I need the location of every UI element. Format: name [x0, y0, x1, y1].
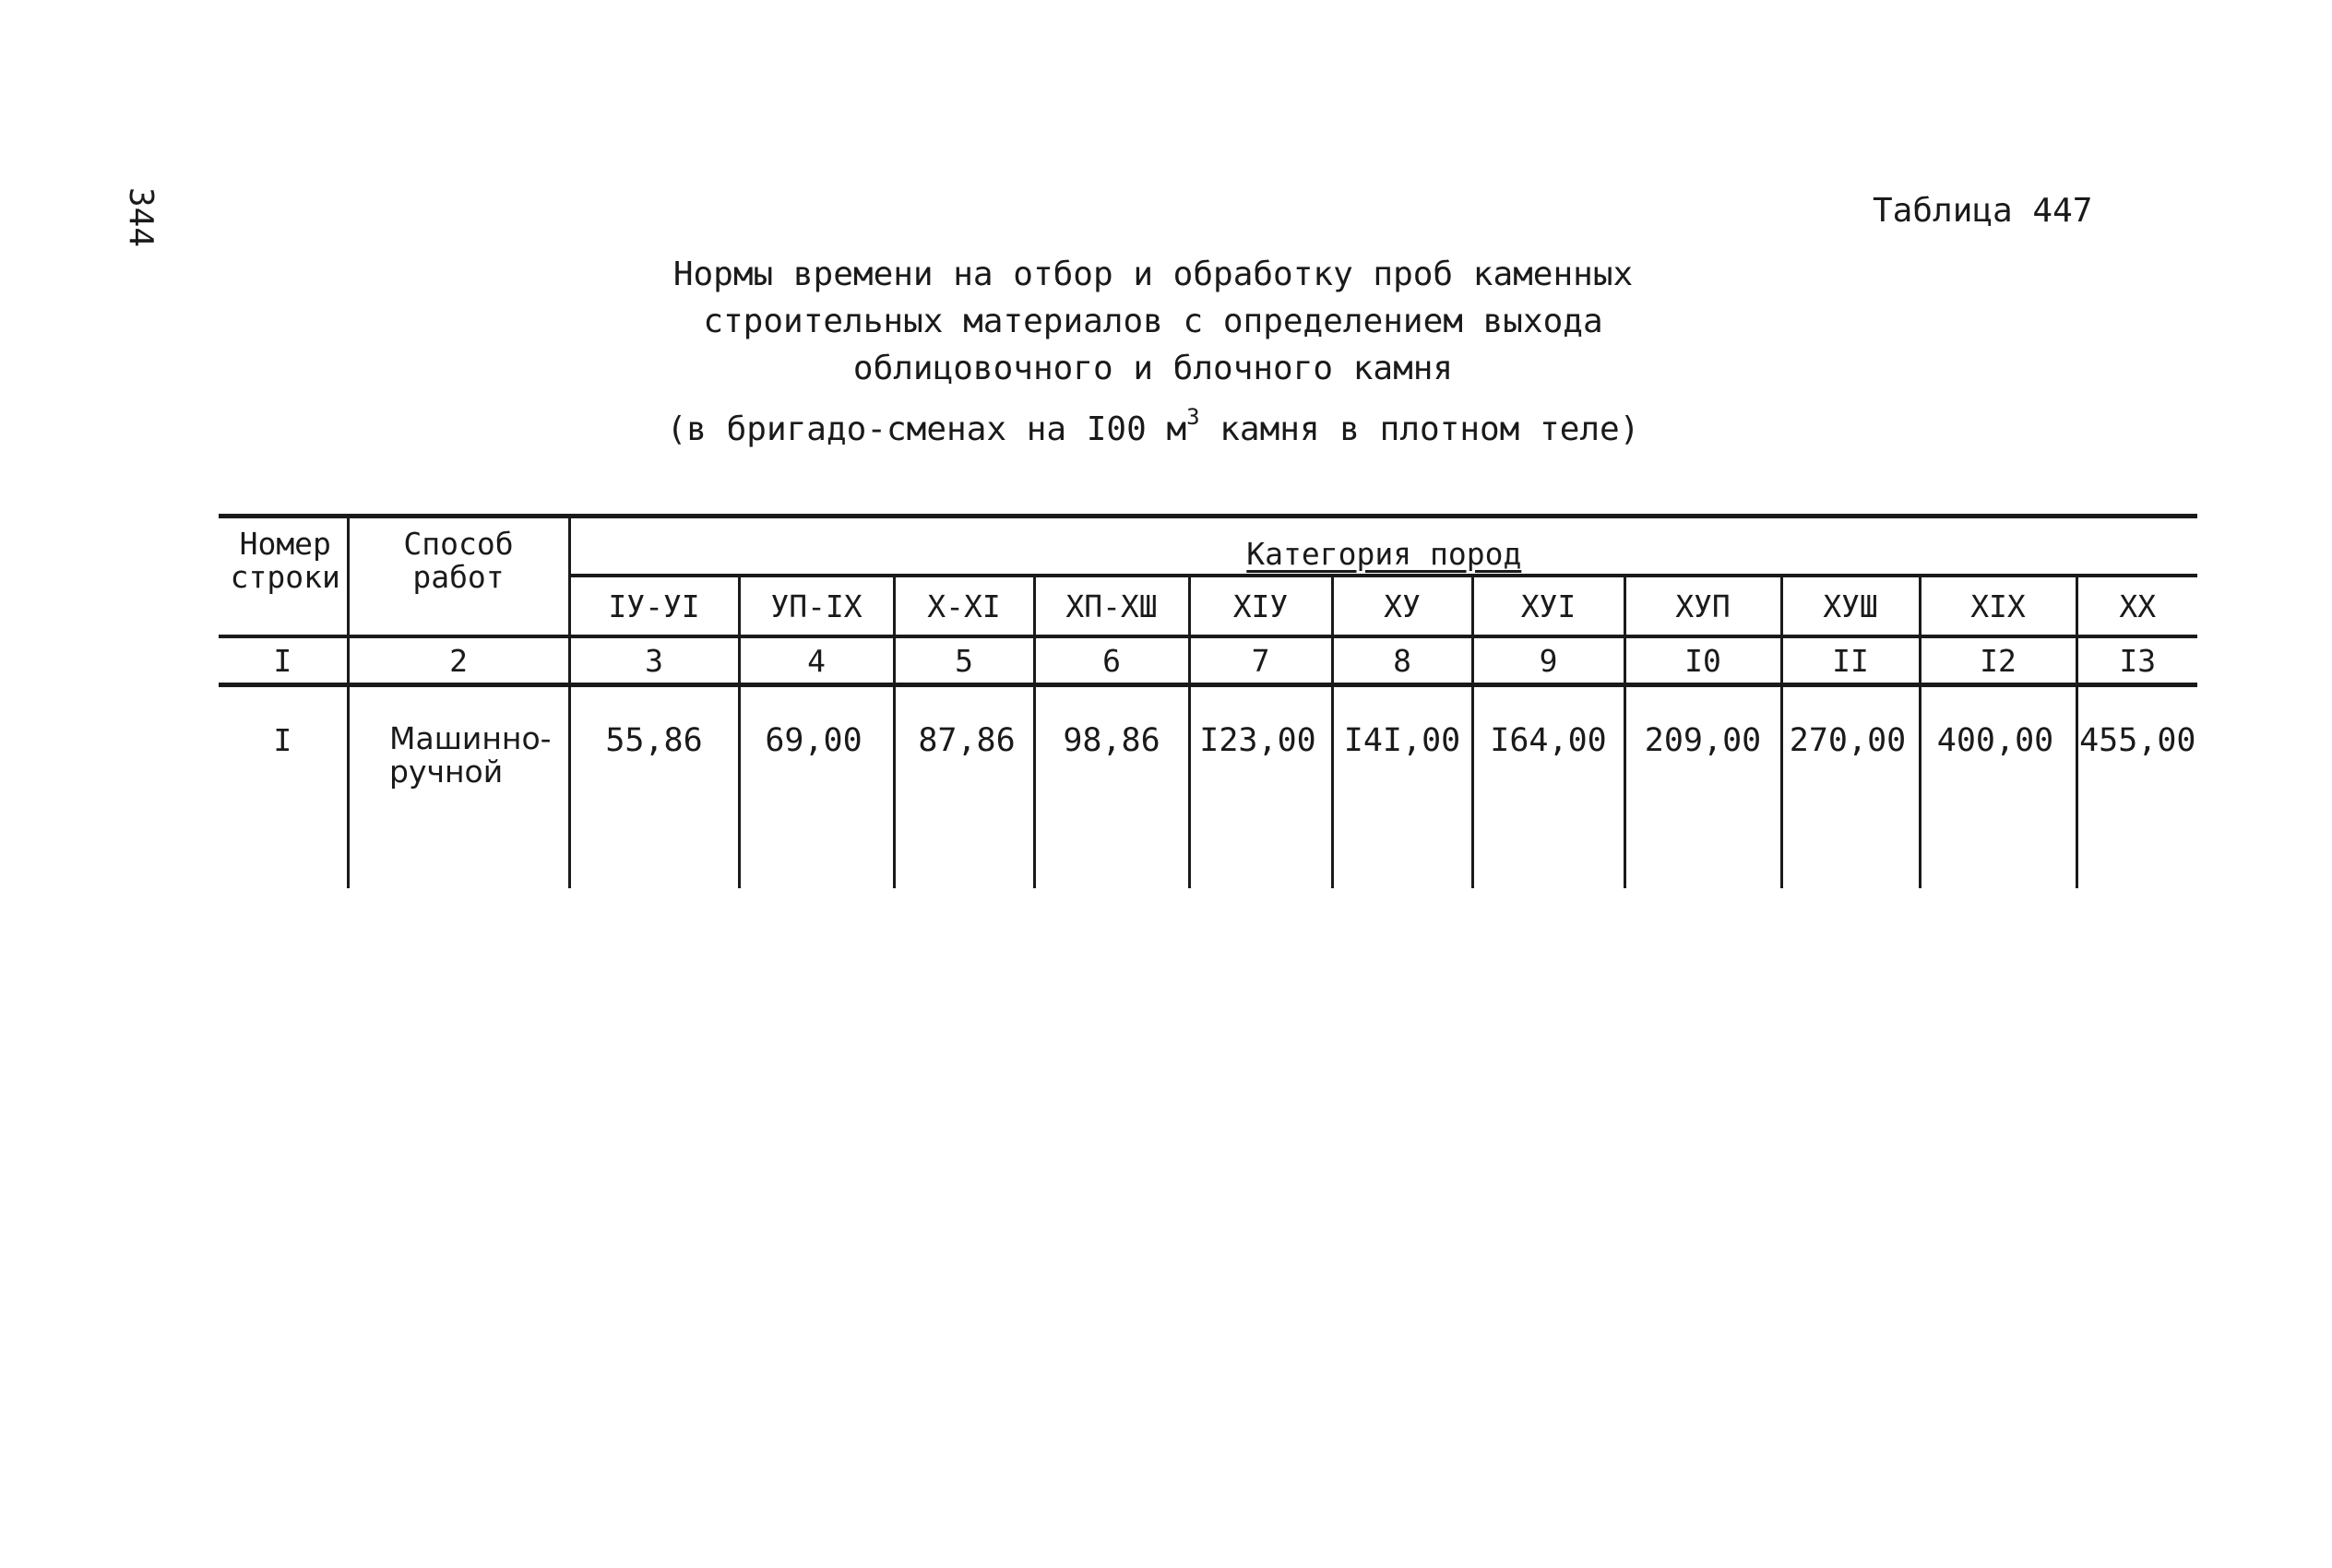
value-cell: 55,86 — [569, 685, 739, 889]
norms-table — [219, 514, 2197, 888]
value-cell: I23,00 — [1189, 685, 1332, 889]
column-number: I3 — [2076, 636, 2197, 685]
column-number: 4 — [739, 636, 894, 685]
value-cell: I4I,00 — [1332, 685, 1472, 889]
header-row — [219, 517, 2197, 576]
category-col: XX — [2076, 576, 2197, 636]
row-number-cell: I — [273, 722, 292, 758]
table-row — [219, 685, 2197, 889]
column-number: 6 — [1034, 636, 1189, 685]
header-method-text: Способ работ — [403, 526, 514, 595]
method-cell — [348, 685, 569, 889]
rock-category-title: Категория пород — [1246, 536, 1522, 572]
units-superscript: 3 — [1186, 404, 1200, 430]
value-cell: 98,86 — [1034, 685, 1189, 889]
column-number: 7 — [1189, 636, 1332, 685]
value-cell: 69,00 — [739, 685, 894, 889]
table-title — [553, 251, 1753, 392]
title-line: строительных материалов с определением выхода — [703, 303, 1603, 340]
value-cell: 87,86 — [894, 685, 1034, 889]
column-number: II — [1781, 636, 1920, 685]
header-method — [348, 517, 569, 637]
column-number: 3 — [569, 636, 739, 685]
value-cell: 209,00 — [1624, 685, 1781, 889]
value-cell: 455,00 — [2076, 685, 2197, 889]
category-col: УП-IX — [739, 576, 894, 636]
category-col: XУШ — [1781, 576, 1920, 636]
category-col: XУП — [1624, 576, 1781, 636]
category-col: XУI — [1472, 576, 1624, 636]
category-col: XП-XШ — [1034, 576, 1189, 636]
column-number-row — [219, 636, 2197, 685]
column-number: I — [219, 636, 348, 685]
value-cell: I64,00 — [1472, 685, 1624, 889]
page-number: 344 — [122, 186, 161, 248]
units-text-end: камня в плотном теле) — [1199, 410, 1640, 448]
value-cell: 270,00 — [1781, 685, 1920, 889]
column-number: I2 — [1920, 636, 2076, 685]
header-rock-category — [569, 517, 2197, 576]
title-line: Нормы времени на отбор и обработку проб каменных — [672, 255, 1634, 293]
category-col: X-XI — [894, 576, 1034, 636]
column-number: 2 — [348, 636, 569, 685]
method-text: Машинно-ручной — [389, 720, 552, 790]
column-number: I0 — [1624, 636, 1781, 685]
header-row-number — [219, 517, 348, 637]
title-line: облицовочного и блочного камня — [852, 350, 1454, 387]
column-number: 9 — [1472, 636, 1624, 685]
category-col: XIX — [1920, 576, 2076, 636]
category-col: XУ — [1332, 576, 1472, 636]
category-col: IУ-УI — [569, 576, 739, 636]
table-label: Таблица 447 — [1873, 192, 2093, 230]
table-units — [553, 404, 1753, 448]
category-col: XIУ — [1189, 576, 1332, 636]
header-row-number-text: Номер строки — [230, 526, 340, 595]
column-number: 5 — [894, 636, 1034, 685]
column-number: 8 — [1332, 636, 1472, 685]
units-text: (в бригадо-сменах на I00 м — [666, 410, 1187, 448]
value-cell: 400,00 — [1920, 685, 2076, 889]
